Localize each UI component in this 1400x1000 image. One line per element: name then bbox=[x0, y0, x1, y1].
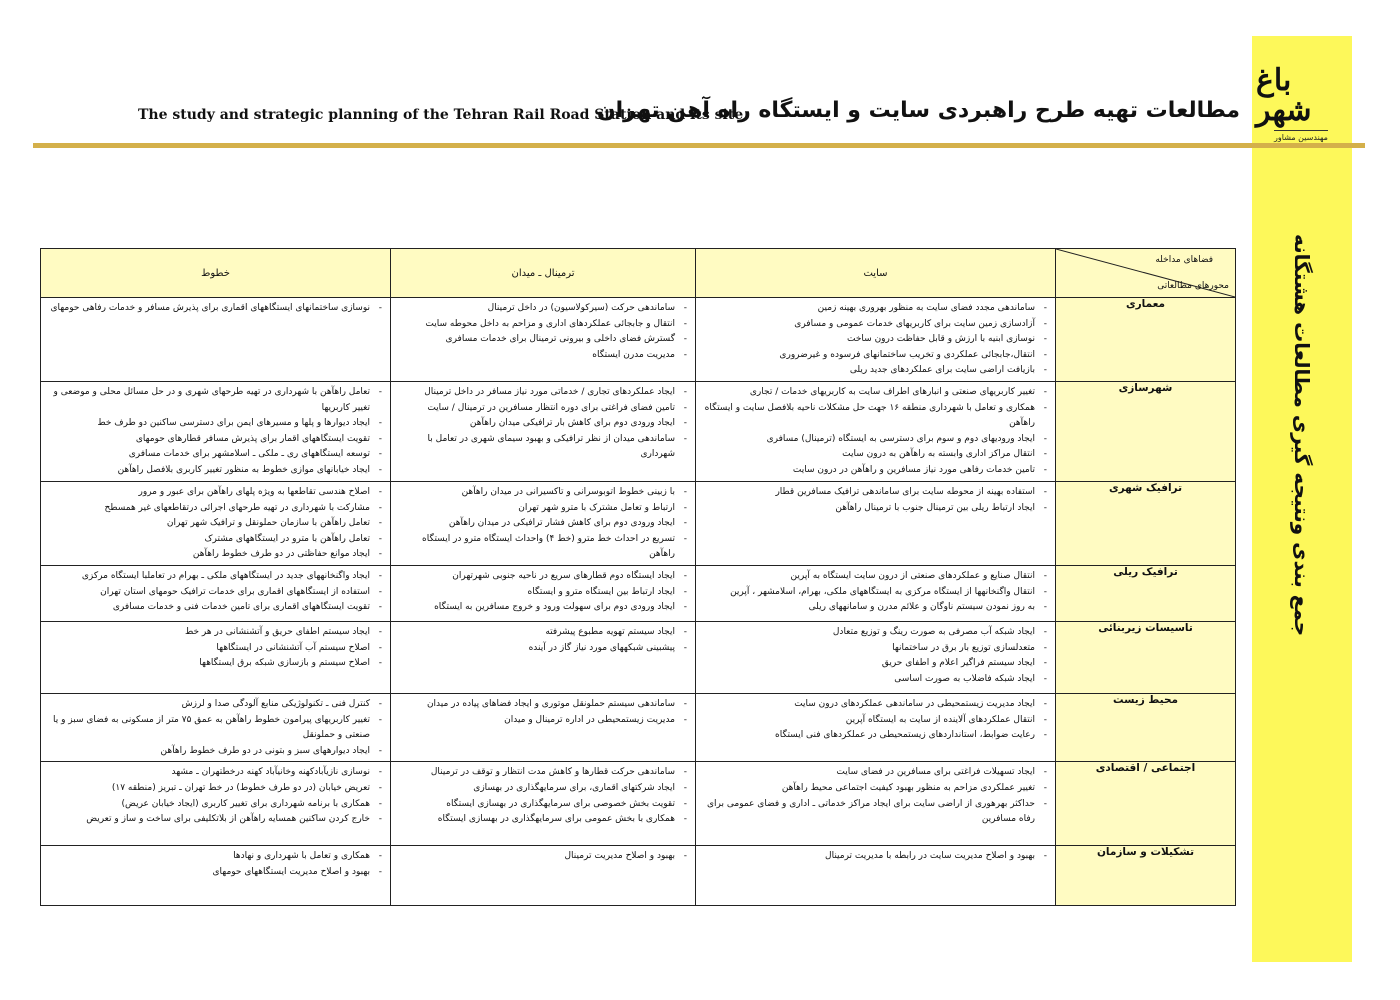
bullet-item: - اصلاح سیستم و بازسازی شبکه برق ایستگاهها bbox=[47, 656, 382, 672]
bullet-item: - ایجاد ارتباط ریلی بین ترمینال جنوب با ترمینال راهآهن bbox=[702, 501, 1047, 517]
bullet-item: - همکاری با برنامه شهرداری برای تغییر کاربری (ایجاد خیابان عریض) bbox=[47, 797, 382, 813]
bullet-item: - انتقال صنایع و عملکردهای صنعتی از درون سایت ایستگاه به آپرین bbox=[702, 569, 1047, 585]
bullet-item: - انتقال،جابجائی عملکردی و تخریب ساختمانهای فرسوده و غیرضروری bbox=[702, 348, 1047, 364]
table-cell bbox=[696, 762, 1056, 846]
bullet-list bbox=[696, 622, 1055, 689]
bullet-item: - ساماندهی میدان از نظر ترافیکی و بهبود سیمای شهری در تعامل با شهرداری bbox=[397, 432, 687, 463]
side-title bbox=[1252, 233, 1352, 637]
page-title-persian: مطالعات تهیه طرح راهبردی سایت و ایستگاه راه آهن تهران bbox=[596, 98, 1240, 123]
bullet-item: - تامین فضای فراغتی برای دوره انتظار مسافرین در ترمینال / سایت bbox=[397, 401, 687, 417]
bullet-item: - ایجاد دیوارها و پلها و مسیرهای ایمن برای دسترسی ساکنین دو طرف خط bbox=[47, 416, 382, 432]
bullet-item: - ایجاد ارتباط بین ایستگاه مترو و ایستگاه bbox=[397, 585, 687, 601]
bullet-item: - نوسازی نازیآبادکهنه وخانیآباد کهنه درخطتهران ـ مشهد bbox=[47, 765, 382, 781]
bullet-item: - همکاری با بخش عمومی برای سرمایهگذاری در بهسازی ایستگاه bbox=[397, 812, 687, 828]
bullet-item: - تسریع در احداث خط مترو (خط ۴) واحداث ایستگاه مترو در ایستگاه راهآهن bbox=[397, 532, 687, 563]
page-title-english: The study and strategic planning of the Tehran Rail Road Station and its site bbox=[138, 107, 744, 123]
table-cell bbox=[391, 382, 696, 482]
bullet-list bbox=[391, 566, 695, 618]
bullet-item: - بازیافت اراضی سایت برای عملکردهای جدید ریلی bbox=[702, 363, 1047, 379]
bullet-item: - انتقال و جابجائی عملکردهای اداری و مزاحم به داخل محوطه سایت bbox=[397, 317, 687, 333]
bullet-item: - حداکثر بهرهوری از اراضی سایت برای ایجاد مراکز خدماتی ـ اداری و فضای عمومی برای رفاه مسافرین bbox=[702, 797, 1047, 828]
bullet-item: - اصلاح سیستم آب آتشنشانی در ایستگاهها bbox=[47, 641, 382, 657]
bullet-item: - تعامل راهآهن با مترو در ایستگاههای مشترک bbox=[47, 532, 382, 548]
bullet-item: - ایجاد سیستم اطفای حریق و آتشنشانی در هر خط bbox=[47, 625, 382, 641]
bullet-item: - رعایت ضوابط، استانداردهای زیستمحیطی در عملکردهای فنی ایستگاه bbox=[702, 728, 1047, 744]
column-header-site: سایت bbox=[696, 249, 1056, 298]
bullet-item: - تعامل راهآهن با سازمان حملونقل و ترافیک شهر تهران bbox=[47, 516, 382, 532]
column-header-lines: خطوط bbox=[41, 249, 391, 298]
logo-subtitle: مهندسین مشاور bbox=[1274, 130, 1328, 142]
table-cell bbox=[696, 846, 1056, 906]
corner-label-axes: محورهای مطالعاتی bbox=[1157, 281, 1229, 291]
table-cell bbox=[391, 565, 696, 621]
bullet-item: - ایجاد واگنخانههای جدید در ایستگاههای ملکی ـ بهرام در تعاملبا ایستگاه مرکزی bbox=[47, 569, 382, 585]
bullet-list bbox=[696, 482, 1055, 518]
bullet-item: - ایجاد مدیریت زیستمحیطی در ساماندهی عملکردهای درون سایت bbox=[702, 697, 1047, 713]
bullet-item: - همکاری و تعامل با شهرداری و نهادها bbox=[47, 849, 382, 865]
bullet-item: - ساماندهی حرکت (سیرکولاسیون) در داخل ترمینال bbox=[397, 301, 687, 317]
bullet-item: - ایجاد سیستم تهویه مطبوع پیشرفته bbox=[397, 625, 687, 641]
bullet-item: - بهبود و اصلاح مدیریت سایت در رابطه با مدیریت ترمینال bbox=[702, 849, 1047, 865]
bullet-item: - ایجاد شبکه فاضلاب به صورت اساسی bbox=[702, 672, 1047, 688]
table-cell bbox=[696, 482, 1056, 566]
table-cell bbox=[696, 693, 1056, 761]
bullet-item: - اصلاح هندسی تقاطعها به ویژه پلهای راهآهن برای عبور و مرور bbox=[47, 485, 382, 501]
bullet-item: - ایجاد ورودی دوم برای کاهش بار ترافیکی میدان راهآهن bbox=[397, 416, 687, 432]
bullet-list bbox=[696, 846, 1055, 867]
row-header: معماری bbox=[1056, 298, 1236, 382]
bullet-item: - استفاده بهینه از محوطه سایت برای ساماندهی ترافیک مسافرین قطار bbox=[702, 485, 1047, 501]
bullet-item: - تعامل راهآهن با شهرداری در تهیه طرحهای شهری و در حل مسائل محلی و موضعی و تغییر کاربریها bbox=[47, 385, 382, 416]
side-title-text: جمع بندی ونتیجه گیری مطالعات هشتگانه bbox=[1290, 233, 1314, 637]
bullet-item: - توسعه ایستگاههای ری ـ ملکی ـ اسلامشهر برای خدمات مسافری bbox=[47, 447, 382, 463]
table-cell bbox=[391, 621, 696, 693]
bullet-item: - ساماندهی حرکت قطارها و کاهش مدت انتظار و توقف در ترمینال bbox=[397, 765, 687, 781]
company-logo bbox=[1256, 63, 1346, 142]
row-header: ترافیک ریلی bbox=[1056, 565, 1236, 621]
table-cell bbox=[41, 693, 391, 761]
bullet-item: - ایجاد دیوارههای سبز و بتونی در دو طرف خطوط راهآهن bbox=[47, 744, 382, 760]
table-cell bbox=[391, 693, 696, 761]
bullet-item: - ایجاد خیابانهای موازی خطوط به منظور تغییر کاربری بلافصل راهآهن bbox=[47, 463, 382, 479]
logo-mark: باغ شهر bbox=[1256, 63, 1312, 128]
table-row bbox=[41, 298, 1236, 382]
bullet-item: - تقویت ایستگاههای اقماری برای تامین خدمات فنی و خدمات مسافری bbox=[47, 600, 382, 616]
bullet-item: - ایجاد ورودیهای دوم و سوم برای دسترسی به ایستگاه (ترمینال) مسافری bbox=[702, 432, 1047, 448]
bullet-item: - تعریض خیابان (در دو طرف خطوط) در خط تهران ـ تبریز (منطقه ۱۷) bbox=[47, 781, 382, 797]
bullet-item: - بهبود و اصلاح مدیریت ایستگاههای حومهای bbox=[47, 865, 382, 881]
bullet-item: - ایجاد تسهیلات فراغتی برای مسافرین در فضای سایت bbox=[702, 765, 1047, 781]
bullet-list bbox=[391, 762, 695, 829]
bullet-list bbox=[696, 382, 1055, 481]
table-cell bbox=[41, 382, 391, 482]
bullet-list bbox=[41, 382, 390, 481]
bullet-item: - کنترل فنی ـ تکنولوژیکی منابع آلودگی صدا و لرزش bbox=[47, 697, 382, 713]
bullet-item: - پیشبینی شبکههای مورد نیاز گاز در آینده bbox=[397, 641, 687, 657]
table-cell bbox=[41, 846, 391, 906]
bullet-item: - ایجاد ایستگاه دوم قطارهای سریع در ناحیه جنوبی شهرتهران bbox=[397, 569, 687, 585]
bullet-list bbox=[41, 694, 390, 761]
bullet-item: - ایجاد شرکتهای اقماری، برای سرمایهگذاری در بهسازی bbox=[397, 781, 687, 797]
bullet-item: - نوسازی ابنیه با ارزش و قابل حفاظت درون ساخت bbox=[702, 332, 1047, 348]
row-header: ترافیک شهری bbox=[1056, 482, 1236, 566]
bullet-list bbox=[391, 482, 695, 565]
bullet-list bbox=[41, 846, 390, 882]
bullet-item: - تغییر کاربریهای پیرامون خطوط راهآهن به عمق ۷۵ متر از مسکونی به فضای سبز و یا صنعتی و حملونقل bbox=[47, 713, 382, 744]
bullet-item: - تامین خدمات رفاهی مورد نیاز مسافرین و راهآهن در درون سایت bbox=[702, 463, 1047, 479]
row-header: تاسیسات زیربنائی bbox=[1056, 621, 1236, 693]
bullet-item: - ایجاد ورودی دوم برای کاهش فشار ترافیکی در میدان راهآهن bbox=[397, 516, 687, 532]
bullet-list bbox=[391, 694, 695, 730]
bullet-item: - انتقال عملکردهای آلاینده از سایت به ایستگاه آپرین bbox=[702, 713, 1047, 729]
bullet-item: - ایجاد موانع حفاظتی در دو طرف خطوط راهآهن bbox=[47, 547, 382, 563]
bullet-item: - تقویت بخش خصوصی برای سرمایهگذاری در بهسازی ایستگاه bbox=[397, 797, 687, 813]
bullet-item: - تقویت ایستگاههای اقمار برای پذیرش مسافر قطارهای حومهای bbox=[47, 432, 382, 448]
bullet-list bbox=[696, 566, 1055, 618]
table-row bbox=[41, 565, 1236, 621]
row-header: تشکیلات و سازمان bbox=[1056, 846, 1236, 906]
table-cell bbox=[391, 846, 696, 906]
table-header-row bbox=[41, 249, 1236, 298]
bullet-item: - ایجاد عملکردهای تجاری / خدماتی مورد نیاز مسافر در داخل ترمینال bbox=[397, 385, 687, 401]
bullet-list bbox=[696, 762, 1055, 829]
bullet-list bbox=[391, 622, 695, 658]
bullet-list bbox=[41, 298, 390, 319]
table-row bbox=[41, 762, 1236, 846]
table-row bbox=[41, 846, 1236, 906]
table-cell bbox=[696, 565, 1056, 621]
table-cell bbox=[391, 482, 696, 566]
table-row bbox=[41, 382, 1236, 482]
corner-label-spaces: فضاهای مداخله bbox=[1155, 255, 1213, 265]
bullet-item: - به روز نمودن سیستم ناوگان و علائم مدرن و سامانههای ریلی bbox=[702, 600, 1047, 616]
bullet-item: - انتقال واگنخانهها از ایستگاه مرکزی به ایستگاههای ملکی، بهرام، اسلامشهر ، آپرین bbox=[702, 585, 1047, 601]
corner-header bbox=[1056, 249, 1236, 298]
column-header-terminal: ترمینال ـ میدان bbox=[391, 249, 696, 298]
bullet-item: - مدیریت زیستمحیطی در اداره ترمینال و میدان bbox=[397, 713, 687, 729]
bullet-list bbox=[696, 694, 1055, 746]
bullet-list bbox=[41, 482, 390, 565]
bullet-item: - تغییر عملکردی مزاحم به منظور بهبود کیفیت اجتماعی محیط راهآهن bbox=[702, 781, 1047, 797]
bullet-item: - ارتباط و تعامل مشترک با مترو شهر تهران bbox=[397, 501, 687, 517]
table-cell bbox=[391, 762, 696, 846]
bullet-item: - مشارکت با شهرداری در تهیه طرحهای اجرائی درتقاطعهای غیر همسطح bbox=[47, 501, 382, 517]
table-cell bbox=[41, 621, 391, 693]
bullet-list bbox=[391, 298, 695, 365]
table-row bbox=[41, 693, 1236, 761]
bullet-list bbox=[696, 298, 1055, 381]
table-cell bbox=[41, 298, 391, 382]
table-cell bbox=[41, 482, 391, 566]
header-divider bbox=[33, 143, 1365, 148]
bullet-item: - ایجاد ورودی دوم برای سهولت ورود و خروج مسافرین به ایستگاه bbox=[397, 600, 687, 616]
table-row bbox=[41, 621, 1236, 693]
bullet-list bbox=[41, 762, 390, 829]
bullet-item: - مدیریت مدرن ایستگاه bbox=[397, 348, 687, 364]
bullet-item: - متعدلسازی توزیع بار برق در ساختمانها bbox=[702, 641, 1047, 657]
bullet-item: - انتقال مراکز اداری وابسته به راهآهن به درون سایت bbox=[702, 447, 1047, 463]
bullet-item: - ساماندهی سیستم حملونقل موتوری و ایجاد فضاهای پیاده در میدان bbox=[397, 697, 687, 713]
table-row bbox=[41, 482, 1236, 566]
bullet-item: - خارج کردن ساکنین همسایه راهآهن از بلاتکلیفی برای ساخت و ساز و تعریض bbox=[47, 812, 382, 828]
table-cell bbox=[391, 298, 696, 382]
table-cell bbox=[41, 565, 391, 621]
bullet-list bbox=[41, 566, 390, 618]
row-header: محیط زیست bbox=[1056, 693, 1236, 761]
table-cell bbox=[41, 762, 391, 846]
summary-table bbox=[40, 248, 1236, 906]
table-cell bbox=[696, 382, 1056, 482]
bullet-list bbox=[391, 382, 695, 465]
bullet-item: - نوسازی ساختمانهای ایستگاههای اقماری برای پذیرش مسافر و خدمات رفاهی حومهای bbox=[47, 301, 382, 317]
table-cell bbox=[696, 298, 1056, 382]
bullet-list bbox=[391, 846, 695, 867]
bullet-item: - ایجاد سیستم فراگیر اعلام و اطفای حریق bbox=[702, 656, 1047, 672]
table-cell bbox=[696, 621, 1056, 693]
row-header: اجتماعی / اقتصادی bbox=[1056, 762, 1236, 846]
bullet-item: - ایجاد شبکه آب مصرفی به صورت رینگ و توزیع متعادل bbox=[702, 625, 1047, 641]
row-header: شهرسازی bbox=[1056, 382, 1236, 482]
bullet-item: - استفاده از ایستگاههای اقماری برای خدمات ترافیک حومهای استان تهران bbox=[47, 585, 382, 601]
bullet-list bbox=[41, 622, 390, 674]
bullet-item: - با زبینی خطوط اتوبوسرانی و تاکسیرانی در میدان راهآهن bbox=[397, 485, 687, 501]
bullet-item: - همکاری و تعامل با شهرداری منطقه ۱۶ جهت حل مشکلات ناحیه بلافصل سایت و ایستگاه راهآهن bbox=[702, 401, 1047, 432]
bullet-item: - گسترش فضای داخلی و بیرونی ترمینال برای خدمات مسافری bbox=[397, 332, 687, 348]
bullet-item: - آزادسازی زمین سایت برای کاربریهای خدمات عمومی و مسافری bbox=[702, 317, 1047, 333]
bullet-item: - بهبود و اصلاح مدیریت ترمینال bbox=[397, 849, 687, 865]
bullet-item: - ساماندهی مجدد فضای سایت به منظور بهروری بهینه زمین bbox=[702, 301, 1047, 317]
bullet-item: - تغییر کاربریهای صنعتی و انبارهای اطراف سایت به کاربریهای خدمات / تجاری bbox=[702, 385, 1047, 401]
